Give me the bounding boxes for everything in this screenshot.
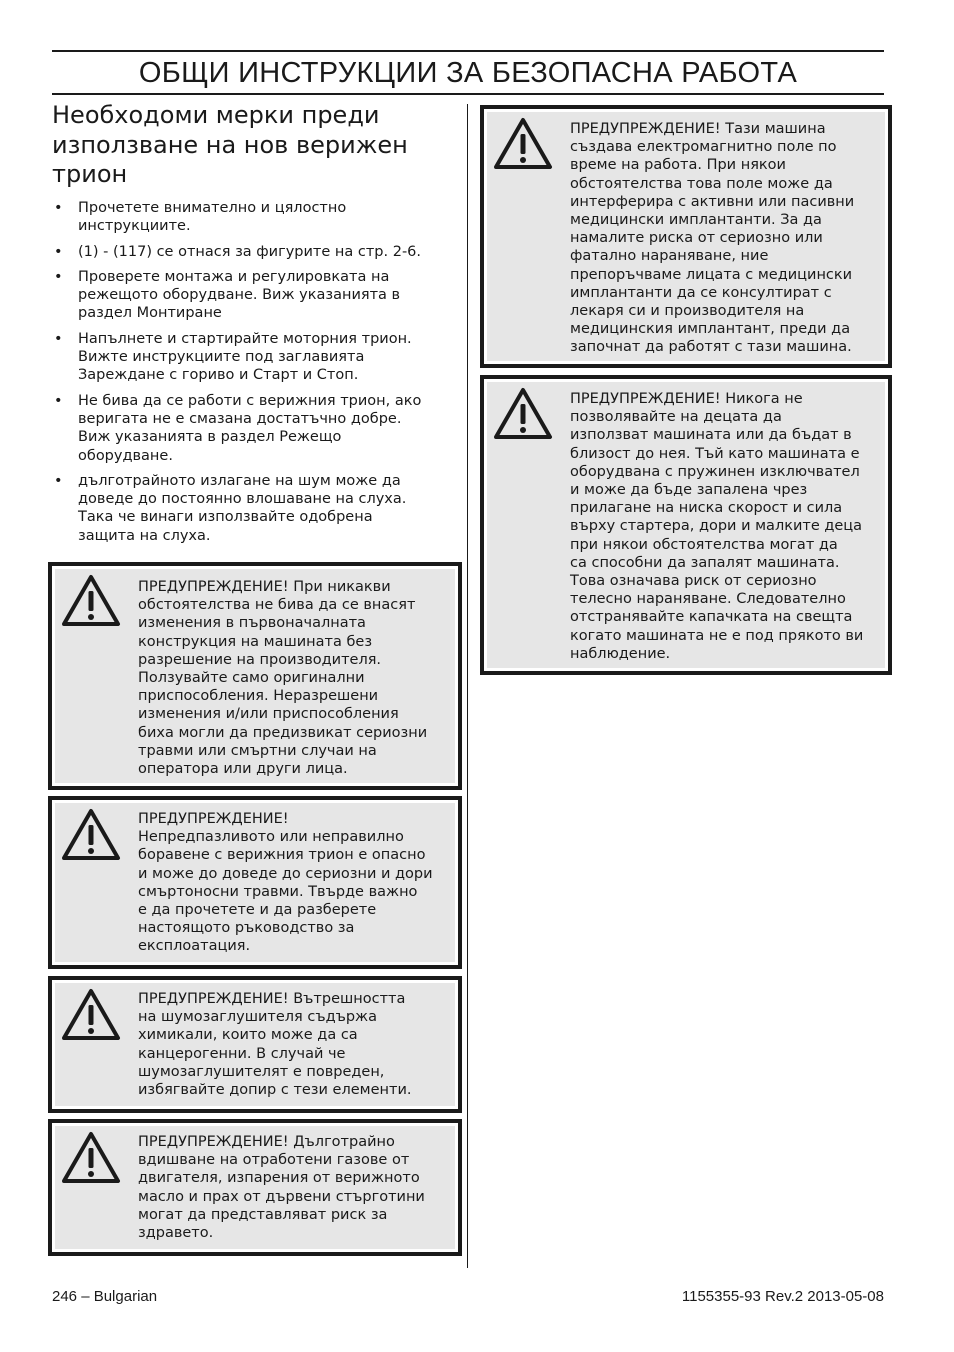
bullet-icon: • xyxy=(54,200,63,216)
warning-text: ПРЕДУПРЕЖДЕНИЕ! Вътрешността на шумозаглушителя съдържа химикали, които може да са канцерогенни. В случай че шумозаглушителят е повреден, избягвайте допир с тези елементи. xyxy=(138,991,412,1099)
warning-text: ПРЕДУПРЕЖДЕНИЕ! Никога не позволявайте на децата да използват машината или да бъдат в близост до нея. Тъй като машината е оборудвана с пружинен изключвател и може да бъде запалена чрез прилагане на ниска скорост и сила върху стартера, дори и малките деца при някои обстоятелства могат да са способни да запалят машината. Това означава риск от сериозно телесно нараняване. Следователно отстранявайте капачката на свещта когато машината не е под прякото ви наблюдение. xyxy=(570,391,864,662)
warning-text: ПРЕДУПРЕЖДЕНИЕ! При никакви обстоятелства не бива да се внасят изменения в първоначалната конструкция на машината без разрешение на производителя. Ползувайте само оригинални приспособления. Неразрешени изменения и/или приспособления биха могли да предизвикат сериозни травми или смъртни случаи на оператора или други лица. xyxy=(138,579,428,778)
bullet-icon: • xyxy=(54,268,63,285)
list-item xyxy=(52,268,452,323)
warning-box-children xyxy=(480,375,892,675)
warning-box-handling xyxy=(48,796,462,969)
warning-box-muffler xyxy=(48,976,462,1113)
page-title: ОБЩИ ИНСТРУКЦИИ ЗА БЕЗОПАСНА РАБОТА xyxy=(138,57,798,89)
list-item xyxy=(52,392,452,465)
header-top-rule xyxy=(52,50,884,52)
list-item-text: Не бива да се работи с верижния трион, ако веригата не е смазана достатъчно добре. Виж указанията в раздел Режещо оборудване. xyxy=(78,392,422,464)
document-code: 1155355-93 Rev.2 2013-05-08 xyxy=(681,1288,884,1305)
section-title: Необходоми мерки преди използване на нов верижен трион xyxy=(52,101,408,188)
list-item-text: дълготрайното излагане на шум може да доведе до постоянно влошаване на слуха. Така че винаги използвайте одобрена защита на слуха. xyxy=(78,472,407,544)
list-item xyxy=(52,330,452,385)
warning-box-electromagnetic xyxy=(480,105,892,368)
warning-triangle-icon xyxy=(60,1131,122,1185)
page-number: 246 – Bulgarian xyxy=(52,1288,158,1305)
list-item xyxy=(52,199,452,236)
warning-text: ПРЕДУПРЕЖДЕНИЕ! Дълготрайно вдишване на отработени газове от двигателя, изпарения от верижното масло и прах от дървени стърготини могат да представляват риск за здравето. xyxy=(138,1134,425,1242)
warning-triangle-icon xyxy=(60,574,122,628)
warning-box-exhaust xyxy=(48,1119,462,1256)
list-item-text: (1) - (117) се отнася за фигурите на стр. 2-6. xyxy=(78,243,422,260)
bullet-icon: • xyxy=(54,243,63,260)
warning-text: ПРЕДУПРЕЖДЕНИЕ! Непредпазливото или неправилно боравене с верижния трион е опасно и може до доведе до сериозни и дори смъртоносни травми. Твърде важно е да прочетете и да разберете настоящото ръководство за експлоатация. xyxy=(138,811,433,955)
bullet-icon: • xyxy=(54,392,63,409)
warning-triangle-icon xyxy=(60,808,122,862)
header-bottom-rule xyxy=(52,93,884,95)
bullet-icon: • xyxy=(54,472,63,489)
list-item-text: Напълнете и стартирайте моторния трион. Вижте инструкциите под заглавията Зареждане с гориво и Старт и Стоп. xyxy=(78,330,412,384)
column-divider xyxy=(467,104,468,1268)
warning-triangle-icon xyxy=(60,988,122,1042)
warning-box-modifications xyxy=(48,562,462,790)
warning-triangle-icon xyxy=(492,117,554,171)
warning-triangle-icon xyxy=(492,387,554,441)
list-item-text: Прочетете внимателно и цялостно инструкциите. xyxy=(78,200,347,235)
list-item xyxy=(52,243,452,261)
list-item-text: Проверете монтажа и регулировката на режещото оборудване. Виж указанията в раздел Монтиране xyxy=(78,268,401,322)
warning-text: ПРЕДУПРЕЖДЕНИЕ! Тази машина създава електромагнитно поле по време на работа. При някои обстоятелства това поле може да интерферира с активни или пасивни медицински имплантанти. За да намалите риска от сериозно или фатално нараняване, ние препоръчваме лицата с медицински имплантанти да се консултират с лекаря си и производителя на медицинския имплантант, преди да започнат да работят с тази машина. xyxy=(570,121,855,356)
list-item xyxy=(52,472,452,545)
bullet-icon: • xyxy=(54,330,63,347)
instruction-list xyxy=(52,199,452,552)
